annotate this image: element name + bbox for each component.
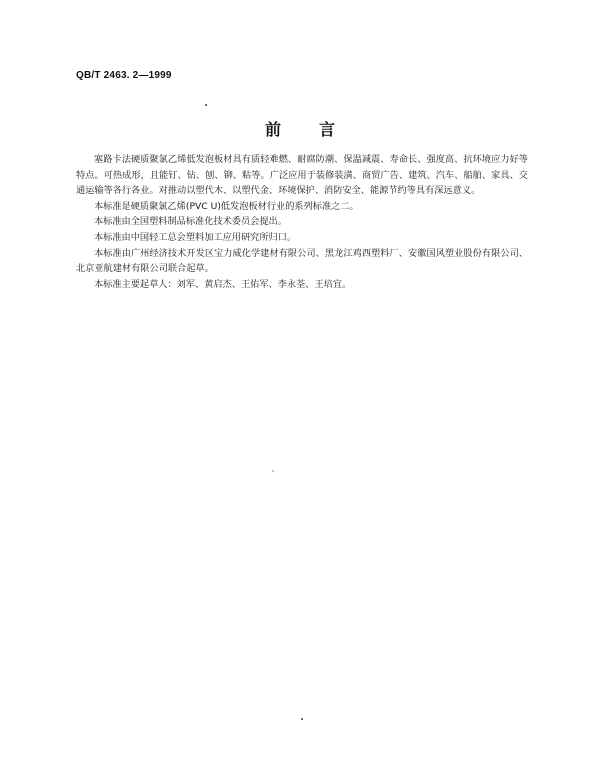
paragraph-drafters: 本标准主要起草人：刘军、黄启杰、王佑军、李永荃、王培宜。 bbox=[94, 278, 352, 290]
paragraph-drafting-units: 本标准由广州经济技术开发区宝力威化学建材有限公司、黑龙江鸡西塑料厂、安徽国风塑业股份有限公司、北京亚航建材有限公司联合起草。 bbox=[76, 247, 528, 275]
scan-speck bbox=[272, 470, 274, 472]
paragraph-series: 本标准是硬质聚氯乙烯(PVC U)低发泡板材行业的系列标准之二。 bbox=[94, 200, 359, 212]
scan-speck bbox=[205, 104, 207, 106]
foreword-body bbox=[76, 152, 528, 292]
paragraph-intro: 塞路卡法硬质聚氯乙烯低发泡板材具有质轻难燃、耐腐防潮、保温减震、寿命长、强度高、抗环境应力好等特点。可热成形，且能钉、钻、刨、铆、粘等。广泛应用于装修装潢、商贸广告、建筑、汽车、船舶、家具、交通运输等各行各业。对推动以塑代木、以塑代金、环境保护、消防安全、能源节约等具有深远意义。 bbox=[76, 154, 528, 197]
paragraph-administrator: 本标准由中国轻工总会塑料加工应用研究所归口。 bbox=[94, 231, 297, 243]
scan-speck bbox=[301, 718, 303, 720]
page-title bbox=[0, 117, 600, 140]
paragraph-proposer: 本标准由全国塑料制品标准化技术委员会提出。 bbox=[94, 216, 287, 228]
title-char-1: 前 bbox=[264, 120, 281, 139]
title-char-2: 言 bbox=[319, 120, 336, 139]
standard-code: QB/T 2463. 2—1999 bbox=[76, 70, 172, 81]
